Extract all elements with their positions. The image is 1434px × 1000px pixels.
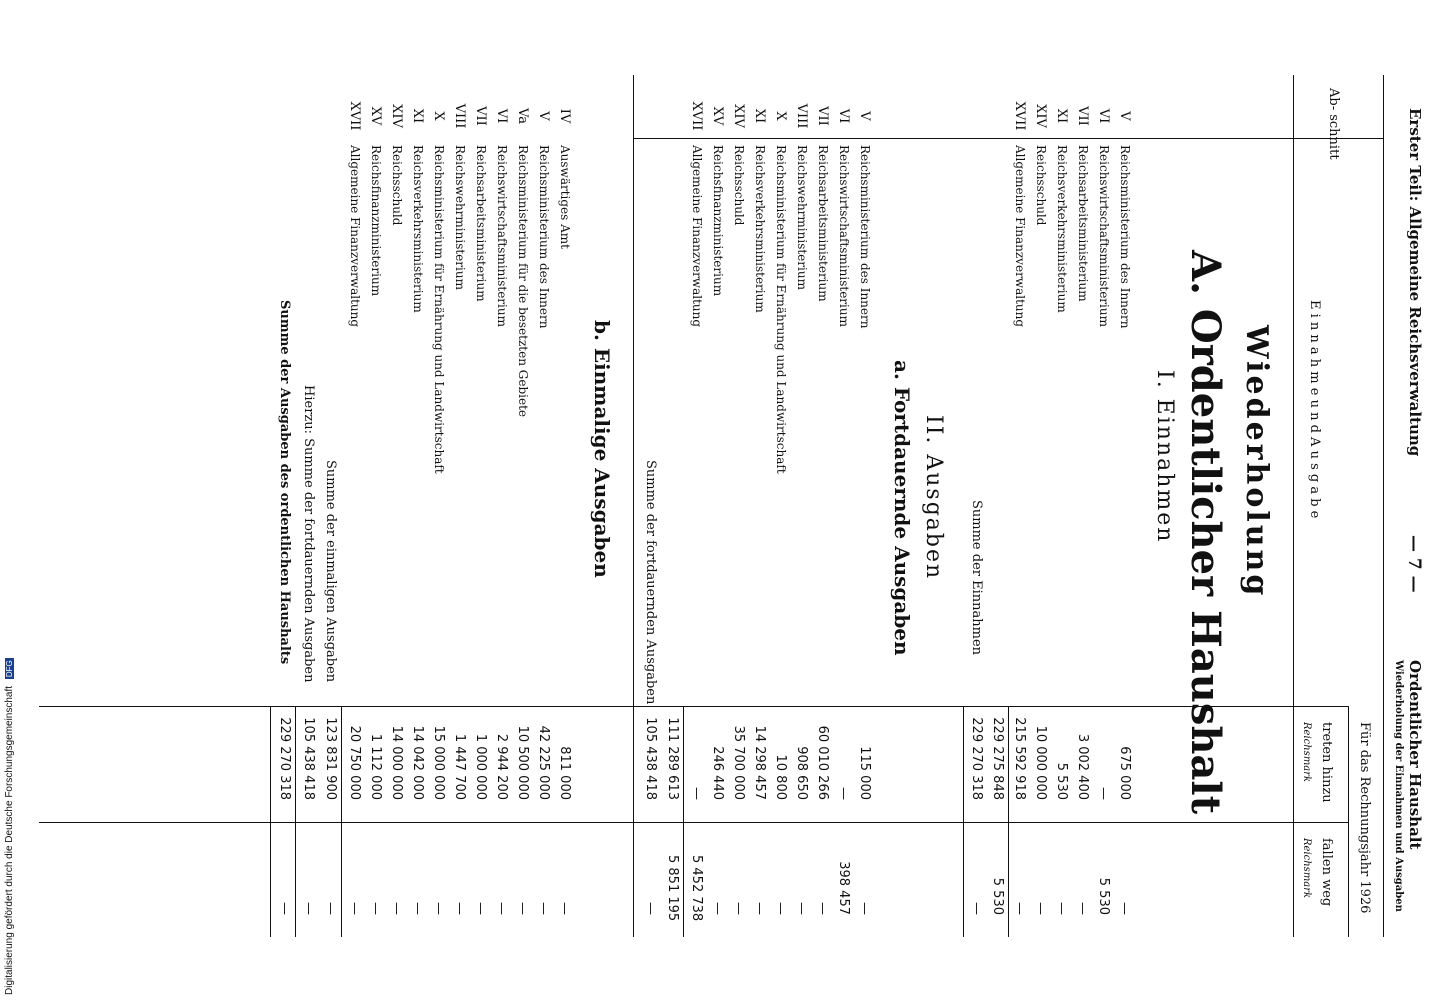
row-added: 15 000 000 xyxy=(431,725,446,800)
row-added: 10 000 000 xyxy=(1033,725,1048,800)
row-label: Reichsministerium für die besetzten Gebiete xyxy=(516,145,530,417)
row-removed: — xyxy=(347,902,362,915)
row-removed: — xyxy=(1117,902,1132,915)
row-added: 811 000 xyxy=(557,746,572,800)
row-added: 5 530 xyxy=(1054,762,1069,800)
row-code: XV xyxy=(710,106,725,126)
row-removed: — xyxy=(473,902,488,915)
column-rule-removed xyxy=(39,822,1349,823)
row-removed: — xyxy=(368,902,383,915)
col-header-description: E i n n a h m e u n d A u s g a b e xyxy=(1307,300,1322,519)
row-removed: — xyxy=(515,902,530,915)
row-added: — xyxy=(836,787,851,800)
row-label: Reichsverkehrsministerium xyxy=(1055,145,1069,313)
row-label: Reichsministerium für Ernährung und Landwirtschaft xyxy=(432,145,446,474)
row-added: — xyxy=(689,787,704,800)
col-header-abschnitt: Ab- schnitt xyxy=(1326,88,1341,160)
row-removed: — xyxy=(431,902,446,915)
row-removed: — xyxy=(1033,902,1048,915)
row-label: Reichswirtschaftsministerium xyxy=(495,145,509,327)
row-code: VII xyxy=(815,106,830,126)
hierzu-removed: — xyxy=(301,902,316,915)
row-label: Allgemeine Finanzverwaltung xyxy=(1013,145,1027,328)
row-code: XI xyxy=(410,108,425,124)
row-removed: — xyxy=(1012,902,1027,915)
row-code: X xyxy=(773,111,788,121)
column-rule-code xyxy=(634,138,1384,139)
row-label: Allgemeine Finanzverwaltung xyxy=(348,145,362,328)
title-ordentlicher-haushalt: A. Ordentlicher Haushalt xyxy=(1182,250,1229,815)
row-code: XIV xyxy=(389,104,404,128)
dfg-logo: DFG xyxy=(5,660,14,678)
total-rule xyxy=(295,706,296,937)
title-einnahmen: I. Einnahmen xyxy=(1152,370,1177,544)
digitization-footer xyxy=(4,658,15,995)
hierzu-added: 105 438 418 xyxy=(301,717,316,800)
row-code: IV xyxy=(557,108,572,124)
row-label: Reichsministerium des Innern xyxy=(858,145,872,329)
einmalig-sum-label: Summe der einmaligen Ausgaben xyxy=(323,460,338,683)
row-added: — xyxy=(1096,787,1111,800)
row-label: Reichsschuld xyxy=(732,145,746,226)
einmalig-sum-added: 123 831 900 xyxy=(323,717,338,800)
row-code: V xyxy=(1117,111,1132,121)
row-added: 908 650 xyxy=(794,746,809,800)
row-added: 10 800 xyxy=(773,754,788,800)
row-removed: — xyxy=(452,902,467,915)
row-code: XIV xyxy=(731,104,746,128)
row-label: Reichsverkehrsministerium xyxy=(411,145,425,313)
row-code: VIII xyxy=(452,103,467,129)
row-label: Allgemeine Finanzverwaltung xyxy=(690,145,704,328)
row-added: 215 592 918 xyxy=(1012,717,1027,800)
year-group-rule xyxy=(1348,706,1349,937)
total-bottom-rule xyxy=(270,706,271,937)
row-code: V xyxy=(536,111,551,121)
fortdauernd-sum-label: Summe der fortdauernden Ausgaben xyxy=(643,460,658,705)
row-added: 1 447 700 xyxy=(452,733,467,800)
row-label: Reichsschuld xyxy=(390,145,404,226)
fortdauernd-subtotal-removed: 5 851 195 xyxy=(665,855,680,922)
col-header-removed: fallen weg xyxy=(1319,838,1334,907)
running-header-right: Ordentlicher Haushalt xyxy=(1406,660,1424,850)
row-removed: — xyxy=(494,902,509,915)
row-code: X xyxy=(431,111,446,121)
title-einmalige-ausgaben: b. Einmalige Ausgaben xyxy=(590,320,614,578)
row-code: XVII xyxy=(689,101,704,131)
col-header-added: treten hinzu xyxy=(1319,722,1334,803)
row-code: XI xyxy=(752,108,767,124)
table-top-rule xyxy=(1383,75,1384,937)
footer-text: Digitalisierung gefördert durch die Deutsche Forschungsgemeinschaft xyxy=(4,685,15,995)
row-removed: — xyxy=(536,902,551,915)
row-added: 246 440 xyxy=(710,746,725,800)
row-code: XVII xyxy=(347,101,362,131)
fortdauernd-subtotal-added: 111 289 613 xyxy=(665,717,680,800)
row-added: 60 010 266 xyxy=(815,725,830,800)
row-added: 14 298 457 xyxy=(752,725,767,800)
row-added: 675 000 xyxy=(1117,746,1132,800)
row-code: Va xyxy=(515,108,530,124)
fortdauernd-sum-removed: — xyxy=(643,902,658,915)
row-code: XV xyxy=(368,106,383,126)
einnahmen-sum-added: 229 270 318 xyxy=(969,717,984,800)
row-code: V xyxy=(857,111,872,121)
row-removed: — xyxy=(410,902,425,915)
fortdauernd-subtotal-rule xyxy=(683,706,684,937)
total-label: Summe der Ausgaben des ordentlichen Haushalts xyxy=(277,300,292,665)
title-fortdauernde-ausgaben: a. Fortdauernde Ausgaben xyxy=(890,360,914,656)
row-code: VIII xyxy=(794,103,809,129)
running-header-subtitle: Wiederholung der Einnahmen und Ausgaben xyxy=(1393,660,1404,912)
row-added: 1 000 000 xyxy=(473,733,488,800)
row-code: XIV xyxy=(1033,104,1048,128)
row-removed: — xyxy=(389,902,404,915)
einmalig-sum-removed: — xyxy=(323,902,338,915)
row-code: VII xyxy=(473,106,488,126)
row-label: Reichswehrministerium xyxy=(453,145,467,290)
row-label: Reichsfinanzministerium xyxy=(369,145,383,297)
table-header-rule xyxy=(1293,75,1294,937)
col-header-removed-unit: Reichsmark xyxy=(1301,838,1312,899)
row-label: Reichsverkehrsministerium xyxy=(753,145,767,313)
einnahmen-sum-removed: — xyxy=(969,902,984,915)
einmalig-sum-rule xyxy=(341,706,342,937)
einnahmen-subtotal-rule xyxy=(1008,706,1009,937)
row-removed: — xyxy=(857,902,872,915)
page-number: — 7 — xyxy=(1404,535,1424,593)
row-label: Reichsarbeitsministerium xyxy=(816,145,830,302)
total-added: 229 270 318 xyxy=(277,717,292,800)
row-added: 14 042 000 xyxy=(410,725,425,800)
row-added: 3 002 400 xyxy=(1075,733,1090,800)
row-removed: — xyxy=(1054,902,1069,915)
row-label: Reichswirtschaftsministerium xyxy=(1097,145,1111,327)
row-added: 35 700 000 xyxy=(731,725,746,800)
row-removed: — xyxy=(773,902,788,915)
row-removed: 5 530 xyxy=(1096,877,1111,915)
row-code: VII xyxy=(1075,106,1090,126)
row-added: 42 225 000 xyxy=(536,725,551,800)
row-added: 10 500 000 xyxy=(515,725,530,800)
row-removed: — xyxy=(731,902,746,915)
einnahmen-sum-label: Summe der Einnahmen xyxy=(969,500,984,656)
col-header-year: Für das Rechnungsjahr 1926 xyxy=(1357,722,1372,914)
row-label: Reichsschuld xyxy=(1034,145,1048,226)
row-label: Reichswehrministerium xyxy=(795,145,809,290)
title-ausgaben: II. Ausgaben xyxy=(921,415,946,581)
row-added: 14 000 000 xyxy=(389,725,404,800)
row-code: VI xyxy=(494,108,509,124)
row-removed: — xyxy=(557,902,572,915)
row-label: Reichsministerium des Innern xyxy=(1118,145,1132,329)
hierzu-label: Hierzu: Summe der fortdauernden Ausgaben xyxy=(301,385,316,683)
row-code: XVII xyxy=(1012,101,1027,131)
row-label: Reichsarbeitsministerium xyxy=(474,145,488,302)
row-label: Reichsfinanzministerium xyxy=(711,145,725,297)
title-wiederholung: Wiederholung xyxy=(1239,325,1274,599)
row-removed: — xyxy=(752,902,767,915)
col-header-added-unit: Reichsmark xyxy=(1301,722,1312,783)
row-label: Reichsministerium des Innern xyxy=(537,145,551,329)
row-label: Auswärtiges Amt xyxy=(558,145,572,249)
row-added: 115 000 xyxy=(857,746,872,800)
row-code: VI xyxy=(1096,108,1111,124)
einnahmen-subtotal-removed: 5 530 xyxy=(990,877,1005,915)
row-removed: 5 452 738 xyxy=(689,855,704,922)
running-header-left: Erster Teil: Allgemeine Reichsverwaltung xyxy=(1406,108,1424,457)
row-label: Reichsministerium für Ernährung und Landwirtschaft xyxy=(774,145,788,474)
fortdauernd-sum-added: 105 438 418 xyxy=(643,717,658,800)
row-label: Reichsarbeitsministerium xyxy=(1076,145,1090,302)
row-label: Reichswirtschaftsministerium xyxy=(837,145,851,327)
einnahmen-subtotal-added: 229 275 848 xyxy=(990,717,1005,800)
row-removed: — xyxy=(1075,902,1090,915)
row-added: 20 750 000 xyxy=(347,725,362,800)
total-removed: — xyxy=(277,902,292,915)
row-added: 1 112 000 xyxy=(368,733,383,800)
row-removed: 398 457 xyxy=(836,861,851,915)
section-divider-rule xyxy=(633,75,634,937)
einnahmen-sum-rule xyxy=(963,706,964,937)
row-code: XI xyxy=(1054,108,1069,124)
row-removed: — xyxy=(794,902,809,915)
row-added: 2 944 200 xyxy=(494,733,509,800)
row-removed: — xyxy=(710,902,725,915)
row-removed: — xyxy=(815,902,830,915)
row-code: VI xyxy=(836,108,851,124)
